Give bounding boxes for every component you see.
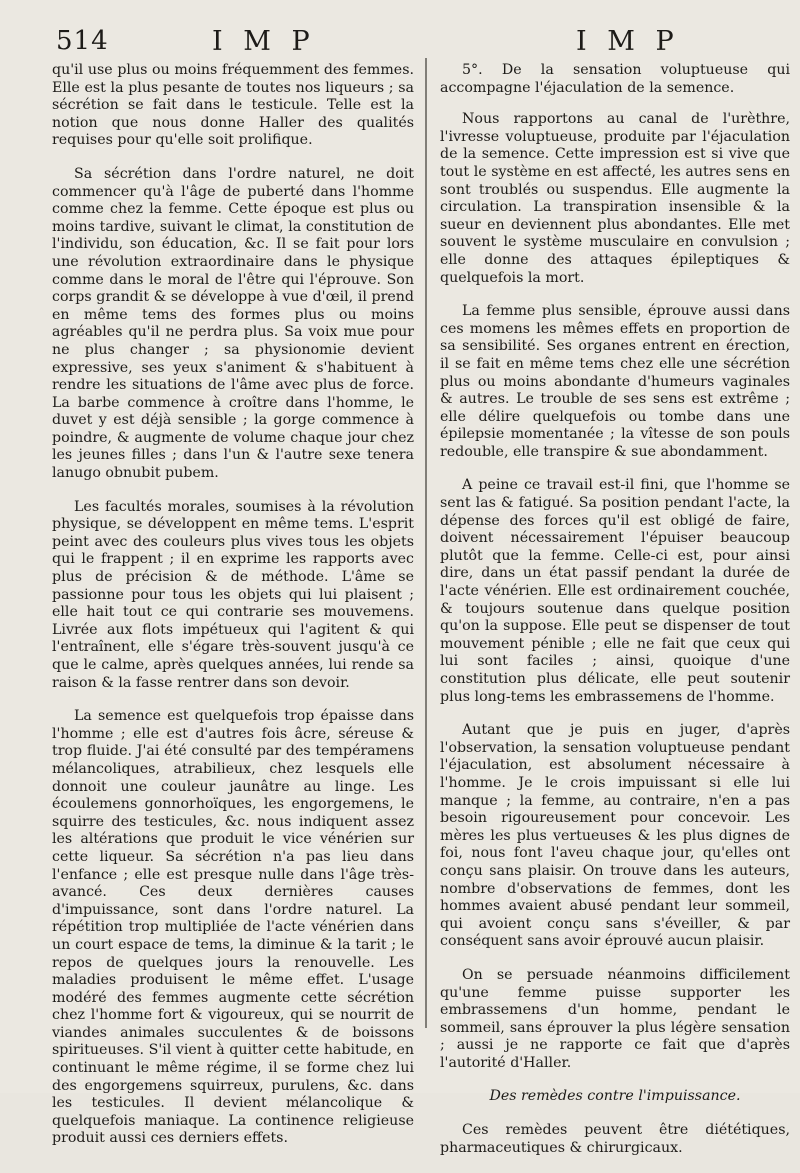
- section-heading: Des remèdes contre l'impuissance.: [489, 1088, 741, 1105]
- running-title-left: I M P: [212, 26, 316, 57]
- page-number: 514: [56, 26, 109, 56]
- right-column: [440, 62, 790, 1173]
- column-divider: [425, 58, 427, 1028]
- paragraph: A peine ce travail est-il fini, que l'homme se sent las & fatigué. Sa position pendant l'acte, la dépense des forces qu'il est obligé de faire, doivent nécessairement l'épuiser beaucoup plutôt que la femme. Celle-ci est, pour ainsi dire, dans un état passif pendant la durée de l'acte vénérien. Elle est ordinairement couchée, & toujours soutenue dans quelque position qu'on la suppose. Elle peut se dispenser de tout mouvement pénible ; elle ne fait que ceux qui lui sont faciles ; ainsi, quoique d'une constitution plus délicate, elle peut soutenir plus long-tems les embrassemens de l'homme.: [440, 477, 790, 705]
- running-title-right: I M P: [576, 26, 680, 57]
- paragraph: Ces remèdes peuvent être diététiques, pharmaceutiques & chirurgicaux.: [440, 1122, 790, 1156]
- paragraph: Les facultés morales, soumises à la révolution physique, se développent en même tems. L'esprit peint avec des couleurs plus vives tous les objets qui le frappent ; il en exprime les rapports avec plus de précision & de méthode. L'âme se passionne pour tous les objets qui lui plaisent ; elle hait tout ce qui contrarie ses mouvemens. Livrée aux flots impétueux qui l'agitent & qui l'entraînent, elle s'égare très-souvent jusqu'à ce que le calme, après quelques années, lui rende sa raison & la fasse rentrer dans son devoir.: [52, 498, 414, 691]
- paragraph: La femme plus sensible, éprouve aussi dans ces momens les mêmes effets en proportion de sa sensibilité. Ses organes entrent en érection, il se fait en même tems chez elle une sécrétion plus ou moins abondante d'humeurs vaginales & autres. Le trouble de ses sens est extrême ; elle délire quelquefois ou tombe dans une épilepsie momentanée ; la vîtesse de son pouls redouble, elle transpire & sue abondamment.: [440, 303, 790, 460]
- paragraph: La semence est quelquefois trop épaisse dans l'homme ; elle est d'autres fois âcre, séreuse & trop fluide. J'ai été consulté par des tempéramens mélancoliques, atrabilieux, chez lesquels elle donnoit une couleur jaunâtre au linge. Les écoulemens gonnorhoïques, les engorgemens, le squirre des testicules, &c. nous indiquent assez les altérations que produit le vice vénérien sur cette liqueur. Sa sécrétion n'a pas lieu dans l'enfance ; elle est presque nulle dans l'âge très-avancé. Ces deux dernières causes d'impuissance, sont dans l'ordre naturel. La répétition trop multipliée de l'acte vénérien dans un court espace de tems, la diminue & la tarit ; le repos de quelques jours la renouvelle. Les maladies produisent le même effet. L'usage modéré des femmes augmente cette sécrétion chez l'homme fort & vigoureux, qui se nourrit de viandes animales succulentes & de boissons spiritueuses. S'il vient à quitter cette habitude, en continuant le même régime, il se forme chez lui des engorgemens squirreux, purulens, &c. dans les testicules. Il devient mélancolique & quelquefois maniaque. La continence religieuse produit aussi ces derniers effets.: [52, 708, 414, 1147]
- page-header: [0, 22, 800, 62]
- left-column: [52, 62, 414, 1164]
- paragraph: On se persuade néanmoins difficilement qu'une femme puisse supporter les embrassemens d'un homme, pendant le sommeil, sans éprouver la plus légère sensation ; aussi je ne rapporte ce fait que d'après l'autorité d'Haller.: [440, 966, 790, 1071]
- paragraph: 5°. De la sensation voluptueuse qui accompagne l'éjaculation de la semence.: [440, 62, 790, 96]
- paragraph: Autant que je puis en juger, d'après l'observation, la sensation voluptueuse pendant l'éjaculation, est absolument nécessaire à l'homme. Je le crois impuissant si elle lui manque ; la femme, au contraire, n'en a pas besoin rigoureusement pour concevoir. Les mères les plus vertueuses & les plus dignes de foi, nous font l'aveu chaque jour, qu'elles ont conçu sans plaisir. On trouve dans les auteurs, nombre d'observations de femmes, dont les hommes avaient abusé pendant leur sommeil, qui avoient conçu sans s'éveiller, & par conséquent sans avoir éprouvé aucun plaisir.: [440, 722, 790, 950]
- paragraph: qu'il use plus ou moins fréquemment des femmes. Elle est la plus pesante de toutes nos liqueurs ; sa sécrétion se fait dans le testicule. Telle est la notion que nous donne Haller des qualités requises pour qu'elle soit prolifique.: [52, 62, 414, 149]
- paragraph: Sa sécrétion dans l'ordre naturel, ne doit commencer qu'à l'âge de puberté dans l'homme comme chez la femme. Cette époque est plus ou moins tardive, suivant le climat, la constitution de l'individu, son éducation, &c. Il se fait pour lors une révolution extraordinaire dans le physique comme dans le moral de l'être qui l'éprouve. Son corps grandit & se développe à vue d'œil, il prend en même tems des formes plus ou moins agréables qu'il ne perdra plus. Sa voix mue pour ne plus changer ; sa physionomie devient expressive, ses yeux s'animent & s'habituent à rendre les situations de l'âme avec plus de force. La barbe commence à croître dans l'homme, le duvet y est déjà sensible ; la gorge commence à poindre, & augmente de volume chaque jour chez les jeunes filles ; dans l'un & l'autre sexe tenera lanugo obnubit pubem.: [52, 165, 414, 482]
- paragraph: Nous rapportons au canal de l'urèthre, l'ivresse voluptueuse, produite par l'éjaculation de la semence. Cette impression est si vive que tout le système en est affecté, les autres sens en sont troublés ou suspendus. Elle augmente la circulation. La transpiration insensible & la sueur en deviennent plus abondantes. Elle met souvent le système musculaire en convulsion ; elle donne des attaques épileptiques & quelquefois la mort.: [440, 111, 790, 286]
